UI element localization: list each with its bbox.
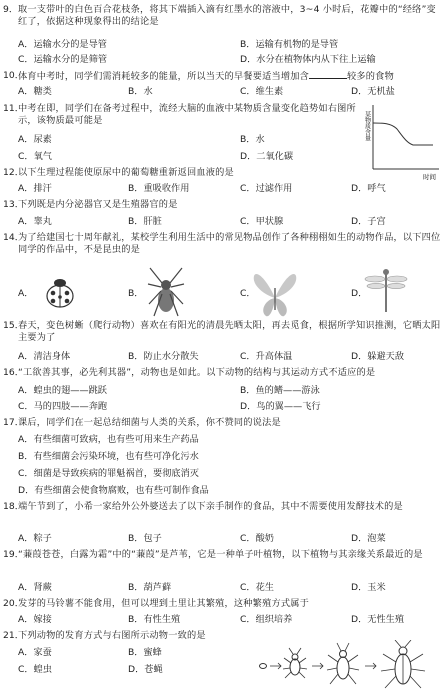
option-a[interactable]: A．家蚕 bbox=[18, 647, 52, 658]
question-stem: 下列既是内分泌器官又是生殖器官的是 bbox=[18, 199, 178, 210]
option-c[interactable]: C．运输水分的是筛管 bbox=[18, 54, 108, 65]
insect-development-figure bbox=[255, 640, 441, 690]
nymph-large-icon bbox=[327, 643, 359, 684]
option-d[interactable]: D．无性生殖 bbox=[351, 614, 405, 625]
option-b[interactable]: B．蜜蜂 bbox=[128, 647, 162, 658]
question-number: 9． bbox=[3, 4, 19, 15]
option-d[interactable]: D．有些细菌会使食物腐败，也有些可制作食品 bbox=[18, 485, 209, 496]
option-a[interactable]: A． bbox=[18, 288, 34, 299]
option-d[interactable]: D．呼气 bbox=[351, 183, 386, 194]
question-number: 20． bbox=[3, 598, 24, 609]
nymph-small-icon bbox=[283, 648, 307, 678]
option-c[interactable]: C．升高体温 bbox=[240, 351, 293, 362]
question-stem: 发芽的马铃薯不能食用，但可以埋到土里让其繁殖，这种繁殖方式属于 bbox=[18, 598, 310, 609]
butterfly-image bbox=[252, 268, 298, 320]
option-b[interactable]: B．水 bbox=[128, 86, 153, 97]
option-a[interactable]: A．清洁身体 bbox=[18, 351, 71, 362]
question-number: 12． bbox=[3, 167, 24, 178]
option-c[interactable]: C．过滤作用 bbox=[240, 183, 293, 194]
question-stem: 中考在即，同学们在备考过程中，流经大脑的血液中某物质含量变化趋势如右图所示，该物质最可能是 bbox=[18, 103, 356, 126]
option-a[interactable]: A．嫁接 bbox=[18, 614, 52, 625]
y-axis-label: 某物质含量 bbox=[363, 111, 371, 141]
ladybug-image bbox=[40, 275, 80, 311]
option-c[interactable]: C．甲状腺 bbox=[240, 216, 284, 227]
option-d[interactable]: D．躲避天敌 bbox=[351, 351, 405, 362]
option-c[interactable]: C．维生素 bbox=[240, 86, 284, 97]
x-axis-label: 时间 bbox=[423, 173, 436, 181]
option-d[interactable]: D． bbox=[351, 288, 368, 299]
option-d[interactable]: D．二氧化碳 bbox=[240, 151, 294, 162]
option-d[interactable]: D．苍蝇 bbox=[128, 664, 163, 675]
option-b[interactable]: B．葫芦藓 bbox=[128, 582, 172, 593]
question-stem: 以下生理过程能使原尿中的葡萄糖重新返回血液的是 bbox=[18, 167, 234, 178]
option-d[interactable]: D．鸟的翼——飞行 bbox=[240, 401, 321, 412]
option-c[interactable]: C．酸奶 bbox=[240, 533, 274, 544]
option-d[interactable]: D．子宫 bbox=[351, 216, 386, 227]
option-c[interactable]: C． bbox=[240, 288, 256, 299]
arrow-icon bbox=[312, 663, 323, 669]
option-a[interactable]: A．蝗虫的翅——跳跃 bbox=[18, 385, 107, 396]
question-number: 11． bbox=[3, 103, 24, 114]
option-c[interactable]: C．蝗虫 bbox=[18, 664, 52, 675]
question-stem: 为了给建国七十周年献礼，某校学生利用生活中的常见物品创作了各种栩栩如生的动物作品，以下四位同学的作品中，不是昆虫的是 bbox=[18, 232, 441, 255]
question-stem bbox=[18, 70, 442, 83]
option-c[interactable]: C．花生 bbox=[240, 582, 274, 593]
option-a[interactable]: A．尿素 bbox=[18, 134, 52, 145]
question-number: 16． bbox=[3, 367, 24, 378]
question-number: 19． bbox=[3, 549, 24, 560]
answer-blank[interactable] bbox=[309, 70, 347, 79]
option-b[interactable]: B．防止水分散失 bbox=[128, 351, 199, 362]
option-b[interactable]: B．包子 bbox=[128, 533, 162, 544]
option-d[interactable]: D．泡菜 bbox=[351, 533, 386, 544]
option-b[interactable]: B． bbox=[128, 288, 144, 299]
option-d[interactable]: D．无机盐 bbox=[351, 86, 395, 97]
option-a[interactable]: A．粽子 bbox=[18, 533, 52, 544]
question-number: 21． bbox=[3, 630, 24, 641]
question-stem: “工欲善其事，必先利其器”，动物也是如此。以下动物的结构与其运动方式不适应的是 bbox=[18, 367, 376, 378]
option-b[interactable]: B．有性生殖 bbox=[128, 614, 181, 625]
question-stem: 下列动物的发育方式与右图所示动物一致的是 bbox=[18, 630, 206, 641]
option-b[interactable]: B．水 bbox=[240, 134, 265, 145]
arrow-icon bbox=[270, 663, 281, 669]
question-number: 15． bbox=[3, 320, 24, 331]
question-number: 10． bbox=[3, 70, 24, 81]
option-a[interactable]: A．有些细菌可致病，也有些可用来生产药品 bbox=[18, 434, 199, 445]
stem-part: 体育中考时，同学们需消耗较多的能量，所以当天的早餐要适当增加含 bbox=[18, 71, 310, 82]
spider-image bbox=[146, 264, 186, 320]
question-stem: 取一支带叶的白色百合花枝条，将其下端插入滴有红墨水的溶液中，3~4 小时后，花瓣中的“经络”变红了，依据这种现象得出的结论是 bbox=[18, 4, 436, 27]
option-c[interactable]: C．组织培养 bbox=[240, 614, 293, 625]
option-c[interactable]: C．细菌是导致疾病的罪魁祸首，要彻底消灭 bbox=[18, 468, 199, 479]
question-stem: 端午节到了，小希一家给外公外婆送去了以下亲手制作的食品，其中不需要使用发酵技术的是 bbox=[18, 501, 403, 512]
egg-icon bbox=[260, 664, 267, 669]
option-c[interactable]: C．氧气 bbox=[18, 151, 52, 162]
option-b[interactable]: B．重吸收作用 bbox=[128, 183, 190, 194]
question-number: 13． bbox=[3, 199, 24, 210]
option-d[interactable]: D．水分在植物体内从下往上运输 bbox=[240, 54, 376, 65]
option-b[interactable]: B．肝脏 bbox=[128, 216, 162, 227]
question-stem: “蒹葭苍苍，白露为霜”中的“蒹葭”是芦苇，它是一种单子叶植物，以下植物与其亲缘关系最近的是 bbox=[18, 549, 423, 560]
question-number: 18． bbox=[3, 501, 24, 512]
option-b[interactable]: B．鱼的鳍——游泳 bbox=[240, 385, 320, 396]
option-a[interactable]: A．排汗 bbox=[18, 183, 52, 194]
trend-curve bbox=[373, 123, 433, 145]
option-a[interactable]: A．睾丸 bbox=[18, 216, 52, 227]
question-stem: 课后，同学们在一起总结细菌与人类的关系，你不赞同的说法是 bbox=[18, 417, 281, 428]
option-a[interactable]: A．糖类 bbox=[18, 86, 52, 97]
dragonfly-image bbox=[364, 266, 408, 316]
question-number: 17． bbox=[3, 417, 24, 428]
arrow-icon bbox=[365, 663, 376, 669]
adult-insect-icon bbox=[381, 640, 425, 688]
option-a[interactable]: A．运输水分的是导管 bbox=[18, 39, 107, 50]
option-b[interactable]: B．有些细菌会污染环境，也有些可净化污水 bbox=[18, 451, 199, 462]
content-change-graph bbox=[363, 101, 445, 181]
option-c[interactable]: C．马的四肢——奔跑 bbox=[18, 401, 108, 412]
question-number: 14． bbox=[3, 232, 24, 243]
option-d[interactable]: D．玉米 bbox=[351, 582, 386, 593]
option-a[interactable]: A．肾蕨 bbox=[18, 582, 52, 593]
option-b[interactable]: B．运输有机物的是导管 bbox=[240, 39, 339, 50]
question-stem: 春天，变色树蜥（爬行动物）喜欢在有阳光的清晨先晒太阳，再去觅食，根据所学知识推测，它晒太阳主要为了 bbox=[18, 320, 441, 343]
stem-part: 较多的食物 bbox=[347, 71, 394, 82]
